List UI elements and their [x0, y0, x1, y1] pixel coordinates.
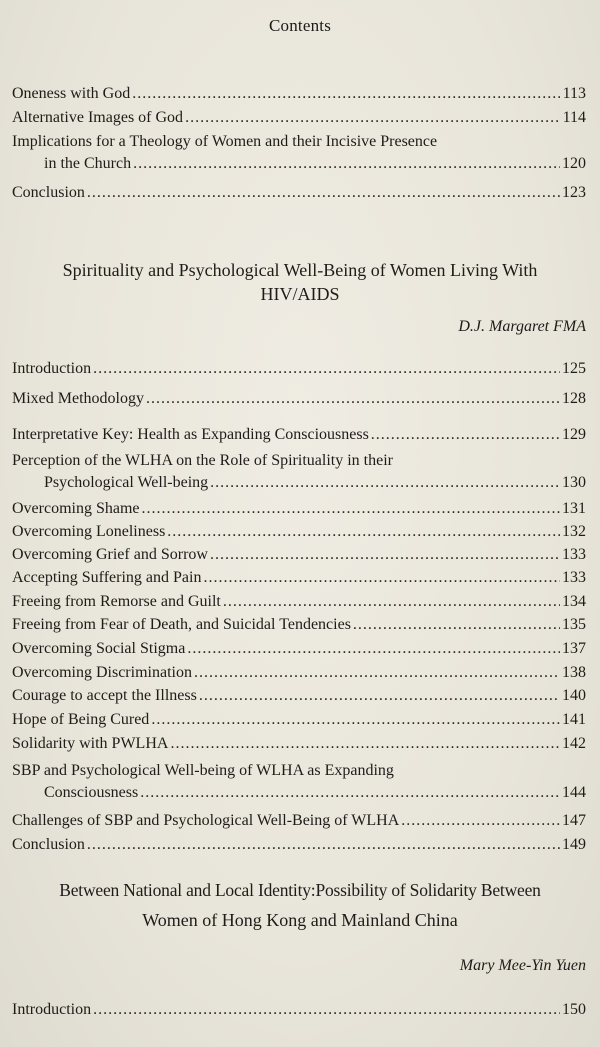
- toc-entry-title: Conclusion: [12, 184, 85, 201]
- toc-entry: [12, 834, 586, 856]
- dot-leader: [132, 83, 560, 105]
- toc-entry-page: 134: [562, 593, 586, 610]
- toc-entry-title: Introduction: [12, 1001, 92, 1018]
- toc-entry: [12, 638, 586, 660]
- toc-entry-page: 131: [562, 500, 586, 517]
- toc-entry: [12, 388, 586, 410]
- dot-leader: [199, 685, 560, 707]
- chapter-title-line1: Between National and Local Identity:Possibility of Solidarity Between: [59, 880, 541, 900]
- toc-entry-title: Overcoming Grief and Sorrow: [12, 546, 208, 563]
- toc-entry: [12, 450, 586, 494]
- toc-entry-title: Psychological Well-being: [44, 474, 209, 491]
- chapter-title-line2: HIV/AIDS: [260, 284, 340, 304]
- chapter-title: [12, 258, 588, 306]
- toc-entry: [12, 107, 586, 129]
- dot-leader: [87, 182, 560, 204]
- chapter-author: Mary Mee-Yin Yuen: [459, 957, 586, 974]
- toc-entry-title: Overcoming Discrimination: [12, 664, 192, 681]
- toc-entry-page: 128: [562, 390, 586, 407]
- toc-entry-title: Freeing from Fear of Death, and Suicidal Tendencies: [12, 616, 351, 633]
- toc-entry: [12, 131, 586, 175]
- toc-entry-page: 130: [562, 474, 586, 491]
- toc-entry-title: Interpretative Key: Health as Expanding Consciousness: [12, 426, 369, 443]
- toc-entry: [12, 662, 586, 684]
- chapter-title: [12, 878, 588, 932]
- toc-entry-title: Freeing from Remorse and Guilt: [12, 593, 221, 610]
- toc-entry: [12, 591, 586, 613]
- dot-leader: [187, 638, 560, 660]
- toc-entry-title: Oneness with God: [12, 85, 131, 102]
- toc-entry-page: 135: [562, 616, 586, 633]
- toc-entry-page: 141: [562, 711, 586, 728]
- toc-entry: [12, 567, 586, 589]
- toc-entry: [12, 760, 586, 804]
- toc-entry-title-line1: Implications for a Theology of Women and their Incisive Presence: [12, 133, 438, 150]
- dot-leader: [194, 662, 560, 684]
- dot-leader: [353, 614, 560, 636]
- dot-leader: [371, 424, 560, 446]
- dot-leader: [142, 498, 560, 520]
- toc-entry-page: 138: [562, 664, 586, 681]
- dot-leader: [93, 999, 560, 1021]
- toc-entry-title-line1: SBP and Psychological Well-being of WLHA as Expanding: [12, 762, 394, 779]
- dot-leader: [93, 358, 560, 380]
- toc-entry-page: 137: [562, 640, 586, 657]
- toc-entry-page: 144: [562, 784, 586, 801]
- dot-leader: [146, 388, 560, 410]
- chapter-title-line2: Women of Hong Kong and Mainland China: [142, 910, 458, 930]
- toc-entry-title: Overcoming Social Stigma: [12, 640, 186, 657]
- dot-leader: [210, 472, 560, 494]
- toc-entry: [12, 498, 586, 520]
- dot-leader: [87, 834, 560, 856]
- dot-leader: [185, 107, 560, 129]
- toc-entry-page: 114: [562, 109, 586, 126]
- dot-leader: [170, 733, 560, 755]
- toc-entry-title: Overcoming Loneliness: [12, 523, 166, 540]
- toc-entry-title: Hope of Being Cured: [12, 711, 150, 728]
- toc-entry-page: 120: [562, 155, 586, 172]
- dot-leader: [223, 591, 560, 613]
- toc-entry: [12, 733, 586, 755]
- dot-leader: [133, 153, 560, 175]
- chapter-author: D.J. Margaret FMA: [458, 318, 586, 335]
- toc-entry: [12, 999, 586, 1021]
- dot-leader: [167, 521, 560, 543]
- toc-entry: [12, 709, 586, 731]
- dot-leader: [401, 810, 560, 832]
- toc-entry-title-line1: Perception of the WLHA on the Role of Spirituality in their: [12, 452, 393, 469]
- toc-entry-title: Mixed Methodology: [12, 390, 144, 407]
- toc-entry: [12, 182, 586, 204]
- toc-entry-page: 133: [562, 569, 586, 586]
- toc-entry: [12, 424, 586, 446]
- dot-leader: [210, 544, 560, 566]
- chapter-title-line1: Spirituality and Psychological Well-Being of Women Living With: [62, 260, 538, 280]
- toc-entry-page: 140: [562, 687, 586, 704]
- toc-entry-page: 149: [562, 836, 586, 853]
- toc-entry-title: Overcoming Shame: [12, 500, 140, 517]
- dot-leader: [151, 709, 560, 731]
- toc-entry: [12, 810, 586, 832]
- toc-entry-page: 133: [562, 546, 586, 563]
- toc-entry-title: Challenges of SBP and Psychological Well-Being of WLHA: [12, 812, 400, 829]
- toc-entry-page: 113: [562, 85, 586, 102]
- dot-leader: [203, 567, 560, 589]
- toc-entry-title: Courage to accept the Illness: [12, 687, 197, 704]
- toc-entry-page: 147: [562, 812, 586, 829]
- toc-entry-title: Introduction: [12, 360, 92, 377]
- toc-entry: [12, 521, 586, 543]
- toc-entry-title: Consciousness: [44, 784, 139, 801]
- toc-entry: [12, 685, 586, 707]
- toc-entry: [12, 614, 586, 636]
- page-title: Contents: [268, 16, 332, 35]
- toc-entry-page: 123: [562, 184, 586, 201]
- toc-entry-title: Solidarity with PWLHA: [12, 735, 169, 752]
- toc-entry-page: 125: [562, 360, 586, 377]
- toc-entry-page: 132: [562, 523, 586, 540]
- toc-entry-page: 150: [562, 1001, 586, 1018]
- toc-entry-title: Conclusion: [12, 836, 85, 853]
- toc-entry-page: 129: [562, 426, 586, 443]
- toc-entry-title: Accepting Suffering and Pain: [12, 569, 202, 586]
- toc-entry-title: Alternative Images of God: [12, 109, 184, 126]
- toc-entry: [12, 544, 586, 566]
- toc-entry: [12, 358, 586, 380]
- toc-entry-title: in the Church: [44, 155, 132, 172]
- toc-entry: [12, 83, 586, 105]
- dot-leader: [140, 782, 560, 804]
- toc-entry-page: 142: [562, 735, 586, 752]
